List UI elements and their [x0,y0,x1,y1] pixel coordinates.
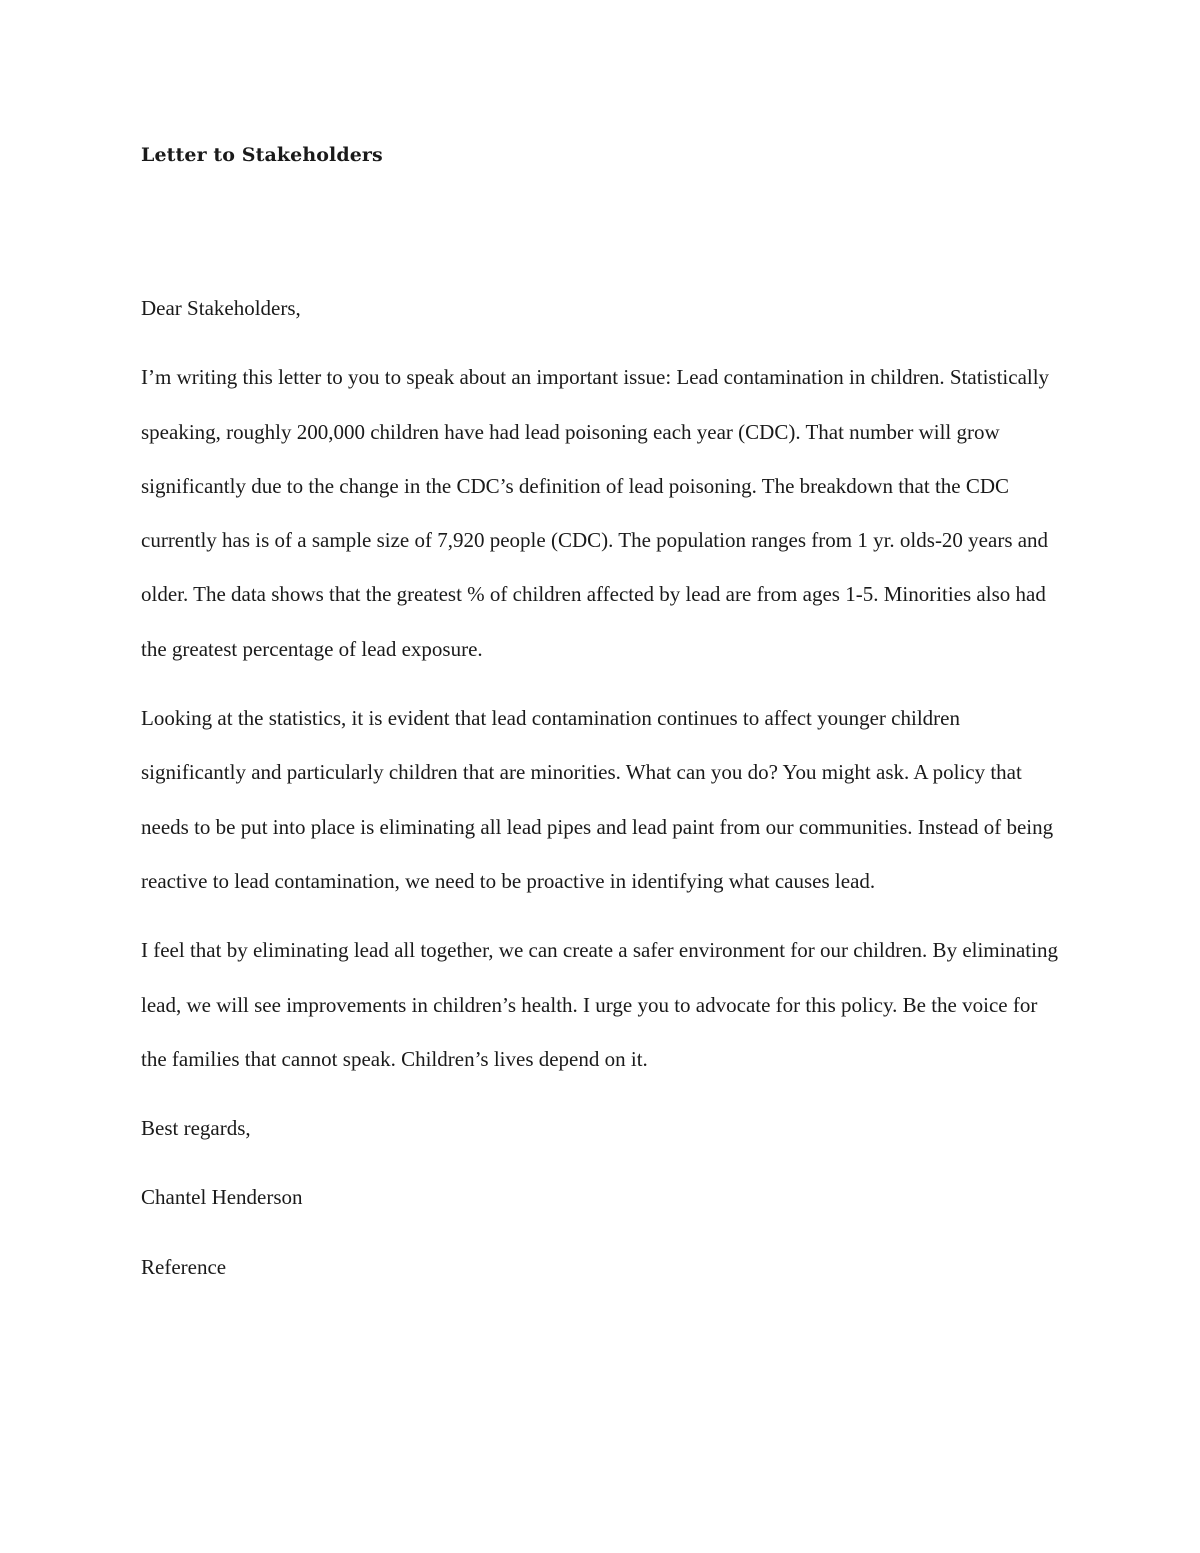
body-paragraph-1: I’m writing this letter to you to speak about an important issue: Lead contamination in children. Statistically speaking, roughly 200,000 children have had lead poisoning each year (CDC). That number will grow significantly due to the change in the CDC’s definition of lead poisoning. The breakdown that the CDC currently has is of a sample size of 7,920 people (CDC). The population ranges from 1 yr. olds-20 years and older. The data shows that the greatest % of children affected by lead are from ages 1-5. Minorities also had the greatest percentage of lead exposure. [141,365,1050,661]
reference-heading: Reference [141,1254,227,1279]
salutation: Dear Stakeholders, [141,296,301,320]
signature: Chantel Henderson [141,1185,303,1210]
body-paragraph-3: I feel that by eliminating lead all together, we can create a safer environment for our children. By eliminating lead, we will see improvements in children’s health. I urge you to advocate for this policy. Be the voice for the families that cannot speak. Children’s lives depend on it. [141,938,1058,1071]
closing: Best regards, [141,1116,251,1141]
letter-title: Letter to Stakeholders [141,144,383,166]
body-paragraph-2: Looking at the statistics, it is evident that lead contamination continues to affect younger children significantly and particularly children that are minorities. What can you do? You might ask. A policy that needs to be put into place is eliminating all lead pipes and lead paint from our communities. Instead of being reactive to lead contamination, we need to be proactive in identifying what causes lead. [141,706,1054,893]
